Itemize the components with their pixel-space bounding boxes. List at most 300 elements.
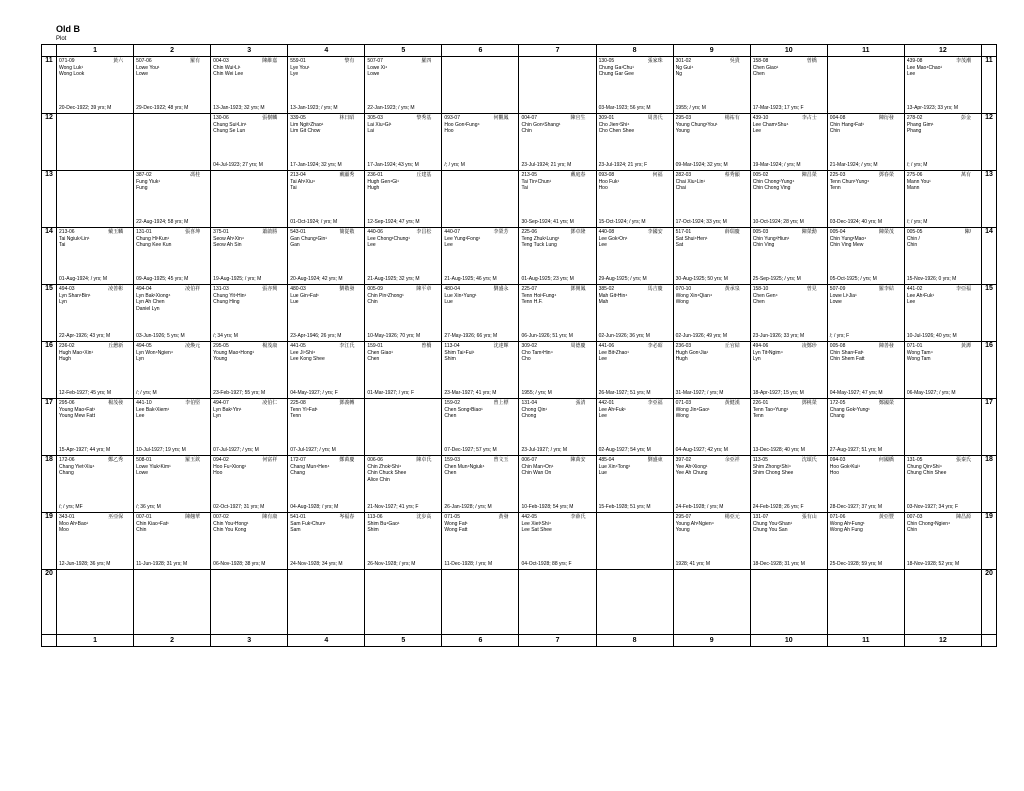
death-info: 22-Jan-1923; / yrs; M <box>367 105 415 112</box>
plot-cell <box>365 513 442 570</box>
name-line: Lue Xin⁴Yung¹ <box>444 292 477 299</box>
plot-header <box>290 58 362 65</box>
plot-header <box>444 457 516 464</box>
burial-record <box>519 114 595 170</box>
burial-record <box>905 57 981 113</box>
name-line: Wong Xin⁴Qian⁴ <box>675 292 713 299</box>
plot-cell <box>750 456 827 513</box>
plot-number: 442-01 <box>598 400 615 406</box>
plot-cell <box>442 570 519 635</box>
chinese-name: 沈達輝 <box>493 343 509 349</box>
plot-number: 440-07 <box>444 229 460 235</box>
plot-cell <box>442 114 519 171</box>
name-line: Chin Hang¹Fat¹ <box>829 121 864 128</box>
plot-number: 559-01 <box>290 58 306 64</box>
plot-header <box>290 229 362 236</box>
row-number-left: 16 <box>42 342 57 399</box>
death-info: 27-Aug-1927; 51 yrs; M <box>829 447 883 454</box>
burial-record <box>905 285 981 341</box>
burial-record <box>57 228 133 284</box>
chinese-name: 陳翹華 <box>185 514 201 520</box>
burial-record <box>442 513 518 569</box>
plot-cell <box>288 399 365 456</box>
plot-header <box>753 172 825 179</box>
plot-cell <box>57 171 134 228</box>
chinese-name: 黃發 <box>498 514 509 520</box>
death-info: /; / yrs; M <box>906 162 928 169</box>
plot-cell <box>750 513 827 570</box>
name-line: Chin Pin¹Zhong¹ <box>367 292 404 299</box>
plot-cell <box>57 570 134 635</box>
plot-cell <box>519 342 596 399</box>
column-header: 3 <box>211 635 288 647</box>
plot-cell <box>288 114 365 171</box>
name-line: Teng Tuck Lung <box>521 242 557 249</box>
death-info: 02-Aug-1927; 54 yrs; M <box>598 447 651 454</box>
plot-cell <box>827 513 904 570</box>
plot-number: 113-06 <box>367 514 383 520</box>
plot-cell <box>673 456 750 513</box>
death-info: 10-May-1926; 70 yrs; M <box>367 333 421 340</box>
name-line: Cho Jien¹Shi⁴ <box>598 121 630 128</box>
plot-header <box>290 343 362 350</box>
plot-header <box>753 343 825 350</box>
plot-number: 004-08 <box>829 115 846 121</box>
row-number-right: 11 <box>981 57 996 114</box>
plot-number: 071-09 <box>59 58 75 64</box>
plot-header <box>521 172 593 179</box>
empty-plot <box>442 171 518 227</box>
plot-number: 439-10 <box>752 115 769 121</box>
name-line: Mann You¹ <box>906 178 931 185</box>
chinese-name: 林日昭 <box>339 115 355 121</box>
plot-cell <box>673 570 750 635</box>
burial-record <box>211 228 287 284</box>
name-line: Moo <box>59 527 69 534</box>
name-line: Chin / <box>906 235 920 242</box>
name-line: Lee Gok¹On¹ <box>598 235 628 242</box>
name-line: Lyn Tit¹Ngim⁴ <box>752 349 783 356</box>
name-line: Young <box>213 356 228 363</box>
row-number-right: 14 <box>981 228 996 285</box>
chinese-name: 羅四 <box>421 58 432 64</box>
plot-number: 007-02 <box>213 514 229 520</box>
plot-header <box>213 286 285 293</box>
burial-record <box>211 399 287 455</box>
plot-header <box>907 286 979 293</box>
row-number-left: 12 <box>42 114 57 171</box>
name-line: Chung Se Lun <box>213 128 246 135</box>
burial-record <box>828 456 904 512</box>
name-line: Shim Zhong¹Shi⁴ <box>752 463 791 470</box>
burial-record <box>905 342 981 398</box>
burial-record <box>288 456 364 512</box>
name-line: Chin Wui¹Li¹ <box>213 64 241 71</box>
plot-number: 236-02 <box>59 343 75 349</box>
name-line: Ng Gui⁴ <box>675 64 694 71</box>
name-line: Mah Git¹Hin⁴ <box>598 292 628 299</box>
name-line: Chin Zhok¹Shi⁴ <box>367 463 402 470</box>
chinese-name: 鄧義轉 <box>339 400 355 406</box>
death-info: /; 34 yrs; M <box>213 333 238 340</box>
plot-cell <box>750 570 827 635</box>
plot-cell <box>596 114 673 171</box>
burial-record <box>57 399 133 455</box>
burial-record <box>674 114 750 170</box>
death-info: 02-Oct-1927; 31 yrs; M <box>213 504 265 511</box>
plot-cell <box>750 114 827 171</box>
plot-cell <box>134 399 211 456</box>
name-line: Chung Hi¹Kun¹ <box>136 235 170 242</box>
burial-record <box>57 342 133 398</box>
name-line: Lee <box>906 71 916 78</box>
chinese-name: 岑福春 <box>339 514 355 520</box>
name-line: Lowe <box>829 299 842 306</box>
chinese-name: 李亞福 <box>955 286 971 292</box>
column-header: 3 <box>211 45 288 57</box>
plot-number: 480-04 <box>444 286 460 292</box>
chinese-name: 鄭乙秀 <box>108 457 124 463</box>
plot-header <box>367 457 439 464</box>
name-line: Chin Ving <box>752 242 775 249</box>
burial-record <box>288 342 364 398</box>
plot-cell <box>519 228 596 285</box>
plot-header <box>599 115 671 122</box>
plot-cell <box>211 228 288 285</box>
death-info: 26-Jan-1928; / yrs; M <box>444 504 492 511</box>
name-line: Lowe Li¹Jia¹ <box>829 292 857 299</box>
chinese-name: 李國安 <box>647 229 663 235</box>
name-line: Lai <box>367 128 375 135</box>
name-line: Chung You San <box>752 527 788 534</box>
death-info: 03-Jun-1926; 5 yrs; M <box>136 333 185 340</box>
chinese-name: 黎有 <box>344 58 355 64</box>
death-info: 17-Jan-1924; 32 yrs; M <box>290 162 342 169</box>
plot-number: 309-02 <box>521 343 538 349</box>
name-line: Chen <box>367 356 380 363</box>
plot-header <box>521 514 593 521</box>
plot-header <box>136 172 208 179</box>
name-line: Sam <box>290 527 301 534</box>
plot-header <box>907 343 979 350</box>
plot-cell <box>750 342 827 399</box>
death-info: 22-Apr-1926; 43 yrs; M <box>59 333 111 340</box>
burial-record <box>57 513 133 569</box>
plot-header <box>290 172 362 179</box>
name-line: Shim Chong Shee <box>752 470 794 477</box>
death-info: 17-Oct-1924; 33 yrs; M <box>675 219 727 226</box>
death-info: 28-Dec-1927; 37 yrs; M <box>829 504 883 511</box>
burial-record <box>674 513 750 569</box>
empty-plot <box>57 171 133 227</box>
death-info: 09-Aug-1925; 45 yrs; M <box>136 276 189 283</box>
burial-record <box>288 285 364 341</box>
page-title: Old B <box>56 24 80 34</box>
name-line: Hugh Mao⁴Xin¹ <box>59 349 94 356</box>
plot-number: 441-06 <box>598 343 615 349</box>
column-header: 4 <box>288 635 365 647</box>
column-header: 11 <box>827 45 904 57</box>
plot-cell <box>134 513 211 570</box>
burial-record <box>674 456 750 512</box>
death-info: 25-Dec-1928; 59 yrs; M <box>829 561 883 568</box>
name-line: Lowe <box>136 470 149 477</box>
burial-record <box>597 171 673 227</box>
plot-cell <box>288 513 365 570</box>
death-info: 01-Oct-1924; / yrs; M <box>290 219 338 226</box>
plot-cell <box>288 285 365 342</box>
burial-record <box>211 57 287 113</box>
row-number-left: 17 <box>42 399 57 456</box>
plot-cell <box>904 285 981 342</box>
name-line: Lyn <box>752 356 761 363</box>
name-line: Tai Ah¹Xiu⁴ <box>290 178 315 185</box>
row-number-left: 14 <box>42 228 57 285</box>
plot-cell <box>673 57 750 114</box>
empty-plot <box>57 114 133 170</box>
grid-row <box>42 456 997 513</box>
death-info: 18-Apr-1927; 15 yrs; M <box>752 390 804 397</box>
death-info: 15-Oct-1924; / yrs; M <box>598 219 646 226</box>
plot-cell <box>57 456 134 513</box>
plot-cell <box>134 570 211 635</box>
burial-record <box>751 114 827 170</box>
column-header: 5 <box>365 45 442 57</box>
plot-cell <box>519 57 596 114</box>
plot-number: 278-02 <box>906 115 923 121</box>
plot-cell <box>211 399 288 456</box>
plot-header <box>59 58 131 65</box>
name-line: Young Mao⁴Fat¹ <box>59 406 96 413</box>
plot-number: 236-03 <box>675 343 692 349</box>
plot-cell <box>134 171 211 228</box>
column-header: 11 <box>827 635 904 647</box>
chinese-name: 李昌松 <box>416 229 432 235</box>
death-info: 23-Jul-1924; 21 yrs; M <box>521 162 572 169</box>
plot-number: 541-01 <box>290 514 306 520</box>
chinese-name: 沈步高 <box>416 514 432 520</box>
name-line: Hoo Gon¹Fung⁴ <box>444 121 480 128</box>
plot-cell <box>442 456 519 513</box>
plot-header <box>521 229 593 236</box>
plot-header <box>367 229 439 236</box>
death-info: /; / yrs; M <box>906 219 928 226</box>
plot-number: 305-03 <box>367 115 383 121</box>
plot-header <box>676 58 748 65</box>
row-number-right: 12 <box>981 114 996 171</box>
name-line: Lye <box>290 71 299 78</box>
chinese-name: 吳貴 <box>729 58 740 64</box>
name-line: Yee Ah Chung <box>675 470 708 477</box>
plot-number: 387-02 <box>136 172 152 178</box>
chinese-name: 萬有 <box>960 172 971 178</box>
chinese-name: 鄧桃榮 <box>801 400 817 406</box>
plot-cell <box>750 285 827 342</box>
plot-grid <box>41 44 997 647</box>
burial-record <box>288 513 364 569</box>
page-subtitle: Plot <box>56 36 67 42</box>
plot-header <box>59 400 131 407</box>
name-line: Cho Chen Shee <box>598 128 635 135</box>
burial-record <box>597 57 673 113</box>
death-info: 04-Aug-1927; 42 yrs; M <box>675 447 728 454</box>
burial-record <box>134 456 210 512</box>
death-info: 05-Oct-1925; / yrs; M <box>829 276 877 283</box>
plot-number: 094-02 <box>213 457 229 463</box>
plot-number: 225-06 <box>521 229 538 235</box>
death-info: 19-Mar-1924; / yrs; M <box>752 162 801 169</box>
plot-cell <box>827 114 904 171</box>
name-line: Chin <box>906 242 918 249</box>
death-info: 03-Nov-1927; 34 yrs; F <box>906 504 959 511</box>
burial-record <box>211 285 287 341</box>
plot-header <box>907 172 979 179</box>
name-line: Gan Chung¹Gin¹ <box>290 235 327 242</box>
name-line: Chin Chong Ving <box>752 185 791 192</box>
chinese-name: 凌伯仁 <box>262 400 278 406</box>
plot-header <box>213 343 285 350</box>
empty-plot <box>57 570 133 634</box>
plot-number: 485-04 <box>598 457 615 463</box>
plot-header <box>753 115 825 122</box>
plot-number: 006-07 <box>521 457 538 463</box>
burial-record <box>905 513 981 569</box>
chinese-name: 陳昌榮 <box>801 172 817 178</box>
chinese-name: 張亦興 <box>262 286 278 292</box>
plot-cell <box>211 456 288 513</box>
plot-header <box>213 514 285 521</box>
plot-cell <box>442 342 519 399</box>
plot-cell <box>827 399 904 456</box>
chinese-name: 鄭萬慶 <box>339 457 355 463</box>
name-line: Young Ah¹Ngien⁴ <box>675 520 714 527</box>
plot-cell <box>365 57 442 114</box>
plot-number: 005-08 <box>829 343 846 349</box>
name-line: Lee <box>752 128 762 135</box>
plot-cell <box>519 456 596 513</box>
plot-header <box>753 514 825 521</box>
plot-cell <box>673 285 750 342</box>
burial-record <box>519 513 595 569</box>
chinese-name: 陳善發 <box>878 343 894 349</box>
plot-cell <box>904 399 981 456</box>
plot-cell <box>57 342 134 399</box>
plot-number: 159-01 <box>367 343 383 349</box>
chinese-name: 楊亞元 <box>724 514 740 520</box>
chinese-name: 羅玉欽 <box>185 457 201 463</box>
plot-header <box>521 115 593 122</box>
plot-header <box>907 229 979 236</box>
plot-cell <box>211 57 288 114</box>
burial-record <box>442 285 518 341</box>
plot-cell <box>365 114 442 171</box>
name-line: Lee <box>598 242 607 249</box>
column-header: 9 <box>673 635 750 647</box>
chinese-name: 薛瑞慶 <box>724 229 740 235</box>
name-line: Lee Bit¹Zhao¹ <box>598 349 629 356</box>
name-line: Lee <box>444 242 453 249</box>
plot-number: 494-07 <box>213 400 229 406</box>
burial-record <box>519 342 595 398</box>
name-line: Chang <box>290 470 305 477</box>
plot-cell <box>904 342 981 399</box>
chinese-name: 李必昭 <box>647 343 663 349</box>
plot-number: 172-07 <box>290 457 306 463</box>
name-line: Lue <box>444 299 453 306</box>
row-number-left: 19 <box>42 513 57 570</box>
burial-record <box>828 399 904 455</box>
chinese-name: 曾橋 <box>421 343 432 349</box>
corner-cell <box>981 45 996 57</box>
plot-header <box>599 172 671 179</box>
burial-record <box>905 228 981 284</box>
name-line: Chin Kiao⁴Fat¹ <box>136 520 169 527</box>
death-info: 13-Jan-1923; / yrs; M <box>290 105 338 112</box>
plot-number: 543-01 <box>290 229 306 235</box>
name-line: Lee Chong¹Chung¹ <box>367 235 410 242</box>
name-line: Wong Ah Fung <box>829 527 863 534</box>
burial-record <box>211 456 287 512</box>
plot-header <box>521 286 593 293</box>
name-line: Hoo Gok¹Kui¹ <box>829 463 861 470</box>
chinese-name: 張喜坤 <box>185 229 201 235</box>
chinese-name: 巫亞保 <box>108 514 124 520</box>
plot-cell <box>211 570 288 635</box>
plot-number: 007-03 <box>906 514 923 520</box>
empty-plot <box>828 57 904 113</box>
plot-header <box>676 115 748 122</box>
chinese-name: 周德慶 <box>570 343 586 349</box>
burial-record <box>751 342 827 398</box>
top-column-header-row <box>42 45 997 57</box>
name-line: Lee <box>598 356 607 363</box>
burial-record <box>365 456 441 512</box>
plot-number: 480-03 <box>290 286 306 292</box>
plot-cell <box>750 171 827 228</box>
plot-cell <box>904 228 981 285</box>
chinese-name: 蕭啟勝 <box>262 229 278 235</box>
plot-header <box>367 343 439 350</box>
plot-number: 094-03 <box>829 457 846 463</box>
death-info: 21-Nov-1927; 41 yrs; F <box>367 504 419 511</box>
plot-cell <box>134 456 211 513</box>
name-line: Lowe <box>367 71 380 78</box>
death-info: 15-Apr-1927; 44 yrs; M <box>59 447 111 454</box>
chinese-name: 曾橋 <box>806 58 817 64</box>
empty-plot <box>751 570 827 634</box>
row-number-left: 13 <box>42 171 57 228</box>
death-info: 10-Jul-1927; 19 yrs; M <box>136 447 186 454</box>
chinese-name: 黎秀基 <box>416 115 432 121</box>
death-info: 04-Jul-1923; 27 yrs; M <box>213 162 263 169</box>
plot-header <box>367 58 439 65</box>
plot-number: 508-01 <box>136 457 152 463</box>
plot-cell <box>673 342 750 399</box>
column-header: 6 <box>442 635 519 647</box>
death-info: 22-Aug-1924; 58 yrs; M <box>136 219 189 226</box>
death-info: 29-Dec-1922; 48 yrs; M <box>136 105 189 112</box>
death-info: 17-Jan-1924; 43 yrs; M <box>367 162 419 169</box>
plot-cell <box>442 228 519 285</box>
name-line: Chong Qin¹ <box>521 406 548 413</box>
row-number-left: 15 <box>42 285 57 342</box>
burial-record <box>828 114 904 170</box>
name-line: Ng <box>675 71 683 78</box>
plot-number: 130-06 <box>213 115 229 121</box>
name-line: Wong Jin⁴Gao¹ <box>675 406 710 413</box>
plot-header <box>367 286 439 293</box>
name-line: Chin <box>829 128 841 135</box>
